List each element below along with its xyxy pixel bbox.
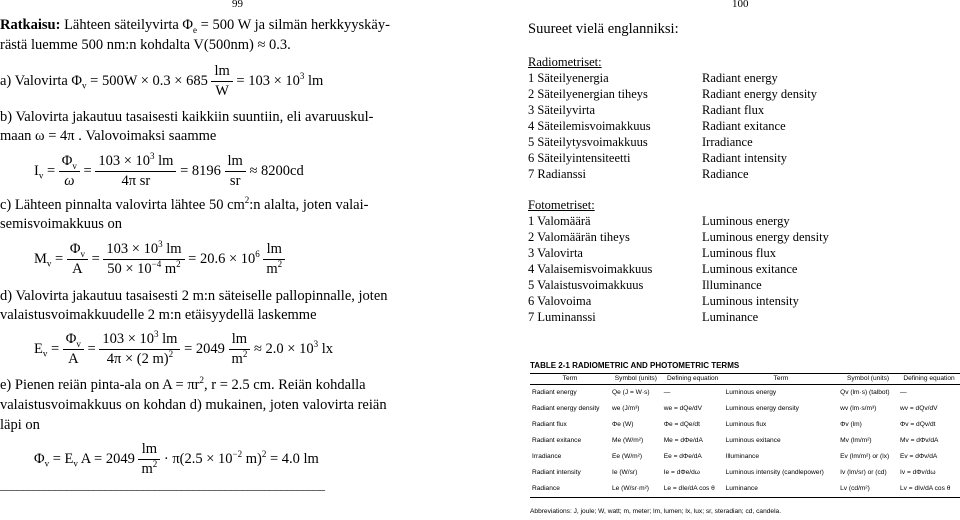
table-cell: Luminous energy [725,389,777,396]
table-cell: wv (lm·s/m³) [840,405,877,412]
left-page [0,0,478,520]
part-d-line-1: d) Valovirta jakautuu tasaisesti 2 m:n säteiselle pallopinnalle, joten [0,288,388,304]
part-b-line-2: maan ω = 4π . Valovoimaksi saamme [0,128,217,144]
table-cell: wv = dQv/dV [899,405,938,412]
radiometric-term-en: Radiant flux [702,103,765,117]
solution-intro: Ratkaisu: Lähteen säteilyvirta $\Phi_e = 500$ W ja silmän herkkyyskäy- [0,17,390,35]
table-cell: Le = dIe/dA cos θ [662,481,724,498]
table-cell: Mv = dΦv/dA [899,437,939,444]
intro-text: Suureet vielä englanniksi: [528,21,679,37]
table-cell: Ie = dΦe/dω [663,469,700,476]
table-cell: Illuminance [725,453,759,460]
table-cell: Luminance [724,481,838,498]
table-cell: Radiant flux [532,421,567,428]
table-header-cell: Term [724,374,838,385]
part-b-equation: $I_v$ = $\frac{\Phi_v}{\omega}$ = $\frac{103 \times 10^3 lm}{\text{4π sr}}$ = 8196 $\frac{lm}{sr}$ ≈ 8200cd [34,151,304,189]
table-cell: Ev (lm/m²) or (lx) [840,453,890,460]
part-e-line-1: e) Pienen reiän pinta-ala on $A = \pi r^2$, r = 2.5 cm. Reiän kohdalla [0,375,366,393]
page-number: 99 [232,0,243,10]
table-row [530,465,960,481]
photometric-term-fi: 2 Valomäärän tiheys [528,230,630,244]
table-cell: — [899,389,907,396]
table-cell: Iv (lm/sr) or (cd) [840,469,887,476]
table-header-cell: Symbol (units) [838,374,898,385]
fraction: $\frac{lm}{W}$ [211,62,232,101]
table-cell: Radiant intensity [532,469,581,476]
radiometric-term-en: Radiant energy density [702,87,818,101]
table-cell: we (J/m³) [612,405,640,412]
photometric-term-en: Luminous exitance [702,262,798,276]
radiometric-term-fi: 6 Säteilyintensiteetti [528,151,631,165]
table-cell: Ee (W/m²) [612,453,643,460]
separator-line: ___________________________________________________________ [0,478,325,492]
photometric-term-fi: 1 Valomäärä [528,214,591,228]
table-cell: Luminous exitance [725,437,781,444]
table-cell: Luminous energy density [725,405,799,412]
table-cell: Luminous intensity (candlepower) [725,469,824,476]
table-cell: Ev = dΦv/dA [899,453,938,460]
table-row [530,401,960,417]
table-cell: Radiant energy density [532,405,600,412]
table-row [530,433,960,449]
table-header-cell: Symbol (units) [610,374,662,385]
table-cell: — [663,389,671,396]
table-cell: Qv (lm·s) (talbot) [840,389,890,396]
table-header-cell: Defining equation [898,374,960,385]
radiometric-term-fi: 5 Säteilytysvoimakkuus [528,135,648,149]
part-d-equation: $E_v$ = $\frac{\Phi_v}{A}$ = $\frac{103 \times 10^3 lm}{4\pi \times (2 m)^2}$ = 2049 $\frac{lm}{m^2}$ ≈ $2.0 \times 10^3$ lx [34,329,333,367]
part-e-line-2: valaistusvoimakkuus on kohdan d) mukainen, joten valovirta reiän [0,397,387,413]
solution-line-2: rästä luemme 500 nm:n kohdalta V(500nm) ≈ 0.3. [0,37,291,53]
table-cell: Φv = dQv/dt [899,421,936,428]
radiometric-term-en: Radiant intensity [702,151,788,165]
part-c-equation: $M_v$ = $\frac{\Phi_v}{A}$ = $\frac{103 \times 10^3 lm}{50 \times 10^{-4} m^2}$ = $20.6 \times 10^6$ $\frac{lm}{m^2}$ [34,240,285,279]
photometric-term-fi: 4 Valaisemisvoimakkuus [528,262,653,276]
table-cell: Φe (W) [612,421,634,428]
table-cell: Luminous flux [725,421,767,428]
table-cell: Lv = dIv/dA cos θ [898,481,960,498]
photometric-term-en: Luminous energy density [702,230,829,244]
table-cell: Qe (J = W·s) [612,389,650,396]
table-cell: Radiance [530,481,610,498]
radiometric-term-fi: 4 Säteilemisvoimakkuus [528,119,651,133]
table-cell: Lv (cd/m²) [838,481,898,498]
part-c-line-2: semisvoimakkuus on [0,216,123,232]
table-header-cell: Defining equation [662,374,724,385]
part-a-equation: a) Valovirta $\Phi_v = 500W \times 0.3 \times 685$ $\frac{lm}{W}$ = $103 \times 10^3$ lm [0,63,324,99]
table-row [530,449,960,465]
part-e-line-3: läpi on [0,417,40,433]
part-e-equation: $\Phi_v = E_v$ A = 2049 $\frac{lm}{m^2}$ · $\pi(2.5 \times 10^{-2}$ m)$^2$ = 4.0 lm [34,441,319,477]
table-cell: Radiant exitance [532,437,582,444]
table-row [530,385,960,402]
photometric-term-fi: 3 Valovirta [528,246,583,260]
table-cell: Irradiance [532,453,562,460]
photometric-term-en: Illuminance [702,278,762,292]
photometric-term-fi: 7 Luminanssi [528,310,596,324]
radiometric-term-en: Radiant energy [702,71,778,85]
part-d-line-2: valaistusvoimakkuudelle 2 m:n etäisyydellä laskemme [0,307,317,323]
photometric-term-en: Luminance [702,310,759,324]
radiometric-term-fi: 7 Radianssi [528,167,586,181]
radiometric-term-fi: 1 Säteilyenergia [528,71,609,85]
table-header-cell: Term [530,374,610,385]
table-caption: TABLE 2-1 RADIOMETRIC AND PHOTOMETRIC TERMS [530,361,740,370]
table-cell: Φv (lm) [840,421,862,428]
radiometric-heading: Radiometriset: [528,55,602,69]
radiometric-term-fi: 2 Säteilyenergian tiheys [528,87,648,101]
radiometric-term-fi: 3 Säteilyvirta [528,103,595,117]
table-cell: Me = dΦe/dA [663,437,703,444]
table-cell: Ie (W/sr) [612,469,638,476]
table-cell: Ee = dΦe/dA [663,453,702,460]
table-cell: Mv (lm/m²) [840,437,872,444]
table-cell: Me (W/m²) [612,437,644,444]
table-row [530,417,960,433]
page-number: 100 [732,0,749,10]
table-cell: Iv = dΦv/dω [899,469,936,476]
part-c-line-1: c) Lähteen pinnalta valovirta lähtee 50 $cm^2:n$ alalta, joten valai- [0,195,369,213]
table-cell: we = dQe/dV [663,405,702,412]
photometric-term-en: Luminous flux [702,246,776,260]
table-cell: Φe = dQe/dt [663,421,700,428]
radiometric-term-en: Irradiance [702,135,753,149]
part-b-line-1: b) Valovirta jakautuu tasaisesti kaikkiin suuntiin, eli avaruuskul- [0,109,374,125]
photometric-term-fi: 6 Valovoima [528,294,592,308]
table-cell: Radiant energy [532,389,577,396]
radiometric-term-en: Radiance [702,167,749,181]
photometric-term-en: Luminous energy [702,214,790,228]
photometric-term-fi: 5 Valaistusvoimakkuus [528,278,644,292]
terms-table [530,373,960,498]
photometric-term-en: Luminous intensity [702,294,799,308]
radiometric-term-en: Radiant exitance [702,119,786,133]
table-footnote: Abbreviations: J, joule; W, watt; m, meter; lm, lumen; lx, lux; sr, steradian; cd, candela. [530,508,782,515]
right-page [482,0,960,520]
table-row [530,481,960,498]
photometric-heading: Fotometriset: [528,198,595,212]
table-cell: Le (W/sr·m²) [610,481,662,498]
